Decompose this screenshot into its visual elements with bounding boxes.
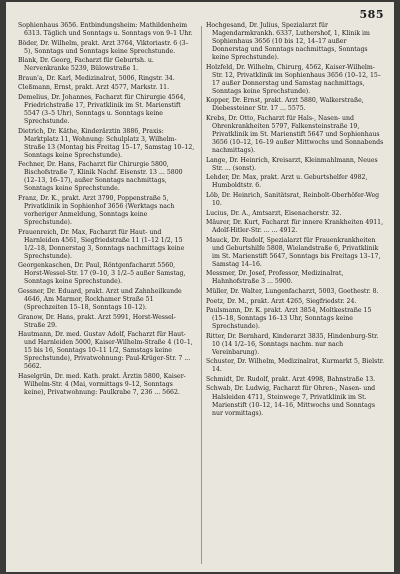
directory-entry: Krebs, Dr. Otto, Facharzt für Hals-, Nasen- und Ohrenkrankheiten 5797, Falkensteinstraße 19, Privatklinik im St. Marienstift 5647 und Sophienhaus 3656 (10–12, 16–19 außer Mittwochs und Sonnabends nachmittags). <box>206 115 384 155</box>
left-column <box>18 22 196 568</box>
directory-entry: Kopper, Dr. Ernst, prakt. Arzt 5880, Walkerstraße, Diebessteiner Str. 17 ... 5575. <box>206 97 364 113</box>
directory-entry: Georgenkaschen, Dr. Paul, Röntgenfacharzt 5560, Horst-Wessel-Str. 17 (9–10, 3 1/2–5 außer Samstag, Sonntags keine Sprechstunde). <box>18 262 186 286</box>
directory-entry: Franz, Dr. K., prakt. Arzt 3790, Poppenstraße 5, Privatklinik in Sophienhof 3656 (Werktags nach vorheriger Anmeldung, Sonntags keine Sprechstunde). <box>18 194 175 227</box>
directory-entry: Lehder, Dr. Max, prakt. Arzt u. Geburtshelfer 4982, Humboldtstr. 6. <box>206 174 368 190</box>
column-divider <box>201 26 202 564</box>
directory-entry: Messmer, Dr. Josef, Professor, Medizinalrat, Hahnhofstraße 3 ... 5900. <box>206 270 344 286</box>
directory-entry: Schmidt, Dr. Rudolf, prakt. Arzt 4998, Bahnstraße 13. <box>206 375 376 383</box>
directory-entry: Lange, Dr. Heinrich, Kreisarzt, Kleinmahlmann, Neues Str. ... (sonst). <box>206 156 378 172</box>
directory-entry: Hochgesand, Dr. Julius, Spezialarzt für Magendarmkrankh. 6337, Luthershof, 1, Klinik im Sophienhaus 3656 (10 bis 12, 14–17 außer Donnerstag und Sonntags nachmittags, Sonntags keine Sprechstunde). <box>206 22 370 62</box>
directory-entry: Haselgrün, Dr. med. Kath. prakt. Ärztin 5800, Kaiser-Wilhelm-Str. 4 (Mai, vormittags 9–12, Sonntags keine), Privatwohnung: Paulkrabe 7, 236 ... 5662. <box>18 372 186 397</box>
directory-entry: Böder, Dr. Wilhelm, prakt. Arzt 3764, Viktoriastr. 6 (3–5), Sonntags und Sonntags keine Sprechstunde. <box>18 39 189 55</box>
directory-entry: Holzfeld, Dr. Wilhelm, Chirurg, 4562, Kaiser-Wilhelm-Str. 12, Privatklinik im Sophienhaus 3656 (10–12, 15–17 außer Donnerstag und Samstag nachmittags, Sonntags keine Sprechstunde). <box>206 63 381 95</box>
directory-entry: Löb, Dr. Heinrich, Sanitätsrat, Reinbolt-Oberhöfer-Weg 10. <box>206 191 380 207</box>
directory-entry: Hautmann, Dr. med. Gustav Adolf, Facharzt für Haut- und Harnleiden 5000, Kaiser-Wilhelm-Straße 4 (10–1, 15 bis 16, Sonntags 10–11 1/2, Samstags keine Sprechstunde), Privatwohnung: Paul-Krüger-Str. 7 ... 5662. <box>18 331 193 371</box>
right-column <box>206 22 384 568</box>
directory-entry: Braun'a, Dr. Karl, Medizinalrat, 5006, Ringstr. 34. <box>18 74 175 82</box>
directory-entry: Blank, Dr. Georg, Facharzt für Geburtsh. u. Nervenkranke 5239, Bülowstraße 1. <box>18 57 154 73</box>
directory-entry: Fechner, Dr. Hans, Facharzt für Chirurgie 5800, Bischofstraße 7, Klinik Nachf. Eisenstr. 13 ... 5800 (12–13, 16–17), außer Sonntags nachmittags, Sonntags keine Sprechstunde. <box>18 161 183 193</box>
directory-entry: Müller, Dr. Walter, Lungenfacharzt, 5003, Goethestr. 8. <box>206 287 379 295</box>
directory-entry: Gessner, Dr. Eduard, prakt. Arzt und Zahnheilkunde 4646, Am Marmor, Rockhamer Straße 51 (Sprechzeiten 15–18, Sonntags 10–12). <box>18 287 182 312</box>
directory-entry: Poetz, Dr. M., prakt. Arzt 4265, Siegfriedstr. 24. <box>206 297 357 305</box>
directory-entry: Ritter, Dr. Bernhard, Kinderarzt 3835, Hindenburg-Str. 10 (14 1/2–16, Sonntags nachm. nur nach Vereinbarung). <box>206 332 379 356</box>
directory-entry: Paulsmann, Dr. K. prakt. Arzt 3854, Moltkestraße 15 (15–18, Sonntags 16–13 Uhr, Sonntags keine Sprechstunde). <box>206 307 372 331</box>
directory-entry: Schwab, Dr. Ludwig, Facharzt für Ohren-, Nasen- und Halsleiden 4711, Steinwege 7, Privatklinik im St. Marienstift (10–12, 14–16, Mittwochs und Sonntags nur vormittags). <box>206 385 376 417</box>
directory-entry: Mauck, Dr. Rudolf, Spezialarzt für Frauenkrankheiten und Geburtshilfe 5808, Wielandstraße 6, Privatklinik im St. Marienstift 5647, Sonntags bis Freitags 13–17, Samstag 14–16. <box>206 236 381 268</box>
directory-entry: Lucius, Dr. A., Amtsarzt, Eisenacherstr. 32. <box>206 209 342 217</box>
directory-entry: Demelius, Dr. Johannes, Facharzt für Chirurgie 4564, Friedrichstraße 17, Privatklinik im St. Marienstift 5547 (3–5 Uhr), Sonntags u. Sonntags keine Sprechstunde. <box>18 93 186 126</box>
directory-entry: Frauenreich, Dr. Max, Facharzt für Haut- und Harnleiden 4561, Siegfriedstraße 11 (1–12 1/2, 15 1/2–18, Donnerstag 3, Sonntags nachmittags keine Sprechstunde). <box>18 228 185 260</box>
directory-entry: Granow, Dr. Hans, prakt. Arzt 5991, Horst-Wessel-Straße 29. <box>18 313 176 329</box>
page-number: 585 <box>359 8 384 21</box>
directory-entry: Mäurer, Dr. Kurt, Facharzt für innere Krankheiten 4911, Adolf-Hitler-Str. ... ... 4912. <box>206 219 384 235</box>
directory-entry: Dietrich, Dr. Käthe, Kinderärztin 3886, Praxis: Marktplatz 11, Wohnung: Schulplatz 3, Wilhelm-Straße 13 (Montag bis Freitag 15–17, Samstag 10–12, Sonntags keine Sprechstunde). <box>18 127 195 159</box>
directory-entry: Sophienhaus 3656. Entbindungsheim: Mathildenheim 6313. Täglich und Sonntags u. Sonntags von 9–1 Uhr. <box>18 22 193 38</box>
book-page <box>6 2 394 572</box>
directory-entry: Schuster, Dr. Wilhelm, Medizinalrat, Kurmarkt 5, Bielstr. 14. <box>206 358 384 374</box>
directory-entry: Cleßmann, Ernst, prakt. Arzt 4577, Markstr. 11. <box>18 84 170 92</box>
